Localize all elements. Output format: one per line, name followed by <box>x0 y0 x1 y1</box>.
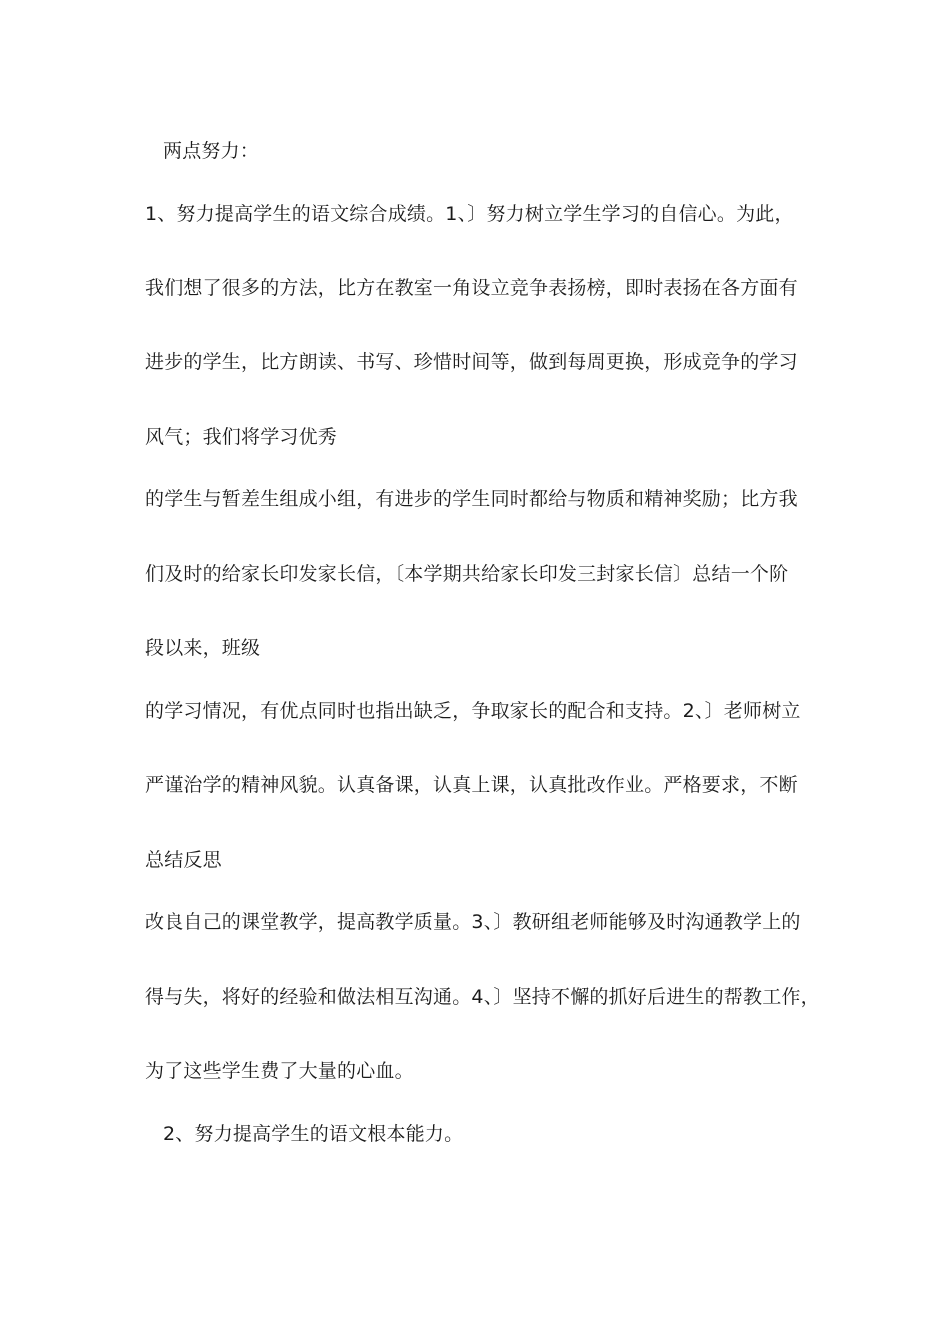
section-heading-basic-ability: 2、努力提高学生的语文根本能力。 <box>163 1123 464 1145</box>
paragraph-line-11: 改良自己的课堂教学，提高教学质量。3、〕教研组老师能够及时沟通教学上的 <box>145 911 801 933</box>
paragraph-line-5: 的学生与暂差生组成小组，有进步的学生同时都给与物质和精神奖励；比方我 <box>145 488 798 510</box>
paragraph-line-3: 进步的学生，比方朗读、书写、珍惜时间等，做到每周更换，形成竞争的学习 <box>145 351 798 373</box>
paragraph-line-13: 为了这些学生费了大量的心血。 <box>145 1060 414 1082</box>
heading-two-efforts: 两点努力： <box>163 140 260 162</box>
paragraph-line-12: 得与失，将好的经验和做法相互沟通。4、〕坚持不懈的抓好后进生的帮教工作， <box>145 986 820 1008</box>
paragraph-line-2: 我们想了很多的方法，比方在教室一角设立竞争表扬榜，即时表扬在各方面有 <box>145 277 798 299</box>
paragraph-line-8: 的学习情况，有优点同时也指出缺乏，争取家长的配合和支持。2、〕老师树立 <box>145 700 801 722</box>
paragraph-line-10: 总结反思 <box>145 849 222 871</box>
paragraph-line-1: 1、努力提高学生的语文综合成绩。1、〕努力树立学生学习的自信心。为此， <box>145 203 794 225</box>
paragraph-line-4: 风气；我们将学习优秀 <box>145 426 338 448</box>
paragraph-line-7: 段以来，班级 <box>145 637 261 659</box>
paragraph-line-9: 严谨治学的精神风貌。认真备课，认真上课，认真批改作业。严格要求，不断 <box>145 774 798 796</box>
paragraph-line-6: 们及时的给家长印发家长信，〔本学期共给家长印发三封家长信〕总结一个阶 <box>145 563 789 585</box>
